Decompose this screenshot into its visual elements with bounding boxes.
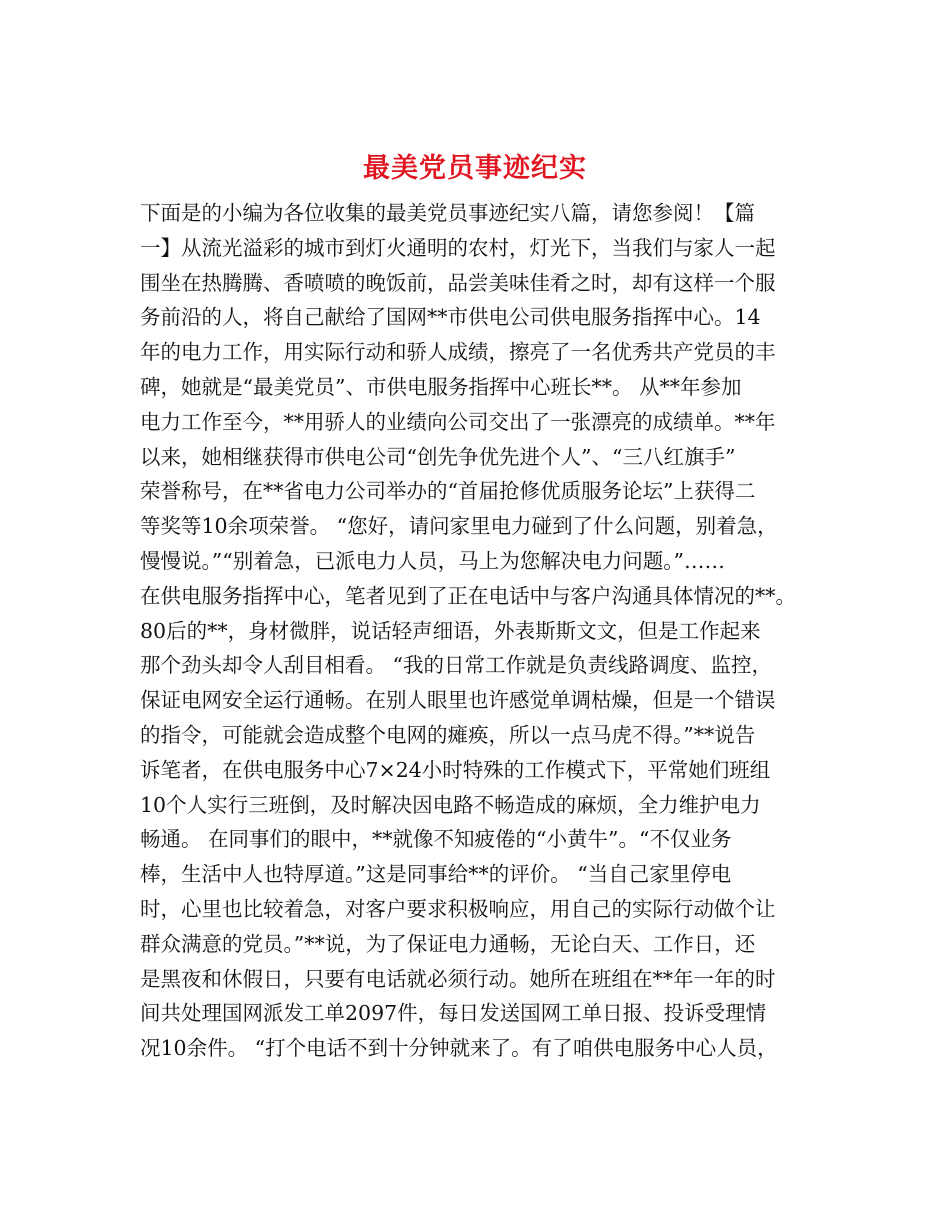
body-line: 慢慢说。”“别着急，已派电力人员，马上为您解决电力问题。”…… (140, 548, 725, 573)
body-line: 年的电力工作，用实际行动和骄人成绩，擦亮了一名优秀共产党员的丰 (140, 340, 776, 365)
body-line: 下面是的小编为各位收集的最美党员事迹纪实八篇，请您参阅！【篇 (140, 201, 755, 225)
body-line: 畅通。 在同事们的眼中，**就像不知疲倦的“小黄牛”。“不仅业务 (140, 827, 732, 852)
body-line: 况10余件。 “打个电话不到十分钟就来了。有了咱供电服务中心人员， (140, 1036, 778, 1061)
body-line: 10个人实行三班倒，及时解决因电路不畅造成的麻烦，全力维护电力 (140, 792, 761, 817)
body-line: 的指令，可能就会造成整个电网的瘫痪，所以一点马虎不得。”**说告 (140, 722, 756, 747)
document-title: 最美党员事迹纪实 (363, 153, 587, 185)
body-line: 在供电服务指挥中心，笔者见到了正在电话中与客户沟通具体情况的**。 (140, 583, 796, 608)
body-line: 间共处理国网派发工单2097件，每日发送国网工单日报、投诉受理情 (140, 1001, 767, 1026)
body-line: 诉笔者，在供电服务中心7×24小时特殊的工作模式下，平常她们班组 (140, 757, 771, 782)
body-line: 80后的**，身材微胖，说话轻声细语，外表斯斯文文，但是工作起来 (140, 618, 761, 643)
body-line: 以来，她相继获得市供电公司“创先争优先进个人”、“三八红旗手” (140, 444, 736, 469)
body-line: 等奖等10余项荣誉。 “您好，请问家里电力碰到了什么问题，别着急， (140, 514, 778, 539)
body-line: 电力工作至今，**用骄人的业绩向公司交出了一张漂亮的成绩单。**年 (140, 409, 776, 434)
body-line: 时，心里也比较着急，对客户要求积极响应，用自己的实际行动做个让 (140, 896, 776, 921)
body-line: 是黑夜和休假日，只要有电话就必须行动。她所在班组在**年一年的时 (140, 966, 776, 991)
body-line: 那个劲头却令人刮目相看。 “我的日常工作就是负责线路调度、监控， (140, 653, 772, 678)
body-line: 碑，她就是“最美党员”、市供电服务指挥中心班长**。 从**年参加 (140, 374, 742, 399)
body-line: 保证电网安全运行通畅。在别人眼里也许感觉单调枯燥，但是一个错误 (140, 688, 776, 713)
body-line: 一】从流光溢彩的城市到灯火通明的农村，灯光下，当我们与家人一起 (140, 235, 776, 260)
body-line: 群众满意的党员。”**说，为了保证电力通畅，无论白天、工作日，还 (140, 931, 756, 956)
document-body (140, 196, 830, 1066)
body-line: 围坐在热腾腾、香喷喷的晚饭前，品尝美味佳肴之时，却有这样一个服 (140, 270, 776, 295)
body-line: 棒，生活中人也特厚道。”这是同事给**的评价。 “当自己家里停电 (140, 862, 732, 887)
body-line: 荣誉称号，在**省电力公司举办的“首届抢修优质服务论坛”上获得二 (140, 479, 756, 504)
body-line: 务前沿的人，将自己献给了国网**市供电公司供电服务指挥中心。14 (140, 305, 761, 330)
